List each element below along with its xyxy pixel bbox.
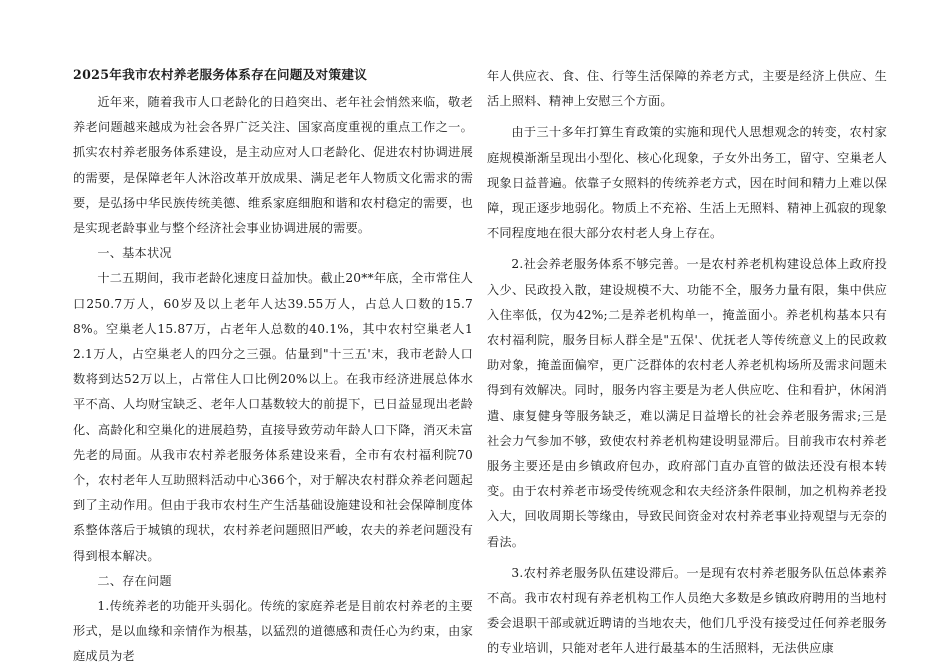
paragraph-intro: 近年来，随着我市人口老龄化的日趋突出、老年社会悄然来临，敬老养老问题越来越成为社会各界广泛关注、国家高度重视的重点工作之一。抓实农村养老服务体系建设，是主动应对人口老龄化、促进农村协调进展的需要，是保障老年人沐浴改革开放成果、满足老年人物质文化需求的需要，是弘扬中华民族传统美德、维系家庭细胞和谐和农村稳定的需要，也是实现老龄事业与整个经济社会事业协调进展的需要。 (73, 95, 473, 236)
document-title: 2025年我市农村养老服务体系存在问题及对策建议 (73, 67, 368, 82)
paragraph-basic-status: 十二五期间，我市老龄化速度日益加快。截止20**年底，全市常住人口250.7万人，60岁及以上老年人达39.55万人，占总人口数的15.78%。空巢老人15.87万，占老年人总数的40.1%，其中农村空巢老人12.1万人，占空巢老人的四分之三强。估量到"十三五'末，我市老龄人口数将到达52万以上，占常住人口比例20%以上。在我市经济进展总体水平不高、人均财宝缺乏、老年人口基数较大的前提下，已日益显现出老龄化、高龄化和空巢化的进展趋势，直接导致劳动年龄人口下降，消灭未富先老的局面。从我市农村养老服务体系建设来看，全市有农村福利院70个，农村老年人互助照料活动中心366个，对于解决农村群众养老问题起到了主动作用。但由于我市农村生产生活基础设施建设和社会保障制度体系整体落后于城镇的现状，农村养老问题照旧严峻，农夫的养老问题没有得到根本解决。 (73, 271, 473, 563)
paragraph-problem-1: 1.传统养老的功能开头弱化。传统的家庭养老是目前农村养老的主要形式，是以血缘和亲情作为根基，以猛烈的道德感和责任心为约束，由家庭成员为老 (73, 599, 473, 664)
left-column (73, 64, 473, 670)
paragraph-problem-1-cont: 年人供应衣、食、住、行等生活保障的养老方式，主要是经济上供应、生活上照料、精神上安慰三个方面。 (487, 69, 887, 109)
section-heading-problems: 二、存在问题 (97, 573, 172, 588)
paragraph-problem-2: 2.社会养老服务体系不够完善。一是农村养老机构建设总体上政府投入少、民政投入散，建设规模不大、功能不全，服务力量有限，集中供应入住率低，仅为42%;二是养老机构单一，掩盖面小。养老机构基本只有农村福利院，服务目标人群全是"五保'、优抚老人等传统意义上的民政救助对象，掩盖面偏窄，更广泛群体的农村老人养老机构场所及需求问题未得到有效解决。同时，服务内容主要是为老人供应吃、住和看护，休闲消遣、康复健身等服务缺乏，难以满足日益增长的社会养老服务需求;三是社会力气参加不够，致使农村养老机构建设明显滞后。目前我市农村养老服务主要还是由乡镇政府包办，政府部门直办直管的做法还没有根本转变。由于农村养老市场受传统观念和农夫经济条件限制，加之机构养老投入大，回收周期长等缘由，导致民间资金对农村养老事业持观望与无奈的看法。 (487, 257, 887, 549)
section-heading-basic-status: 一、基本状况 (97, 246, 172, 261)
right-column (487, 64, 887, 662)
paragraph-problem-3: 3.农村养老服务队伍建设滞后。一是现有农村养老服务队伍总体素养不高。我市农村现有养老机构工作人员绝大多数是乡镇政府聘用的当地村委会退职干部或就近聘请的当地农夫，他们几乎没有接受过任何养老服务的专业培训，只能对老年人进行最基本的生活照料，无法供应康 (487, 565, 887, 656)
paragraph-family-change: 由于三十多年打算生育政策的实施和现代人思想观念的转变，农村家庭规模渐渐呈现出小型化、核心化现象，子女外出务工，留守、空巢老人现象日益普遍。依靠子女照料的传统养老方式，因在时间和精力上难以保障，现正逐步地弱化。物质上不充裕、生活上无照料、精神上孤寂的现象不同程度地在很大部分农村老人身上存在。 (487, 125, 887, 241)
